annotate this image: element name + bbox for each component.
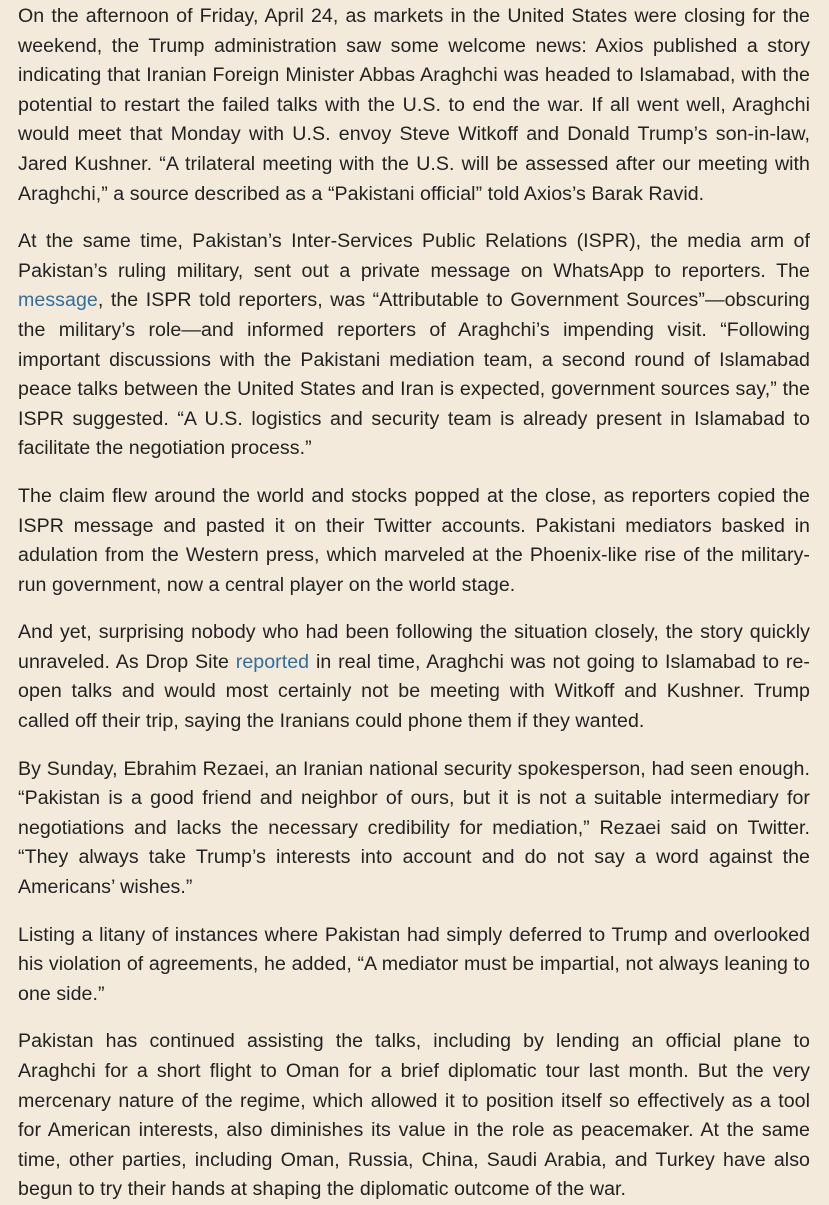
paragraph-2-text-start: At the same time, Pakistan’s Inter-Services Public Relations (ISPR), the media arm of Pakistan’s ruling military, sent out a private message on WhatsApp to reporters. The (18, 230, 810, 282)
paragraph-7 (18, 1027, 810, 1205)
paragraph-6 (18, 921, 810, 1010)
paragraph-4 (18, 618, 810, 736)
message-link[interactable]: message (18, 289, 98, 312)
paragraph-1 (18, 2, 810, 209)
paragraph-6-text: Listing a litany of instances where Pakistan had simply deferred to Trump and overlooked his violation of agreements, he added, “A mediator must be impartial, not always leaning to one side.” (18, 923, 810, 1005)
paragraph-3 (18, 482, 810, 600)
paragraph-7-text: Pakistan has continued assisting the talks, including by lending an official plane to Araghchi for a short flight to Oman for a brief diplomatic tour last month. But the very mercenary nature of the regime, which allowed it to position itself so effectively as a tool for American interests, also diminishes its value in the role as peacemaker. At the same time, other parties, including Oman, Russia, China, Saudi Arabia, and Turkey have also begun to try their hands at shaping the diplomatic outcome of the war. (18, 1030, 810, 1201)
reported-link[interactable]: reported (235, 650, 310, 673)
paragraph-2-text-end: , the ISPR told reporters, was “Attributable to Government Sources”—obscuring the military’s role—and informed reporters of Araghchi’s impending visit. “Following important discussions with the Pakistani mediation team, a second round of Islamabad peace talks between the United States and Iran is expected, government sources say,” the ISPR suggested. “A U.S. logistics and security team is already present in Islamabad to facilitate the negotiation process.” (18, 289, 810, 460)
paragraph-2 (18, 227, 810, 464)
paragraph-4-text-start: And yet, surprising nobody who had been following the situation closely, the story quickly unraveled. As Drop Site (18, 621, 810, 673)
paragraph-4-text-end: in real time, Araghchi was not going to Islamabad to re-open talks and would most certainly not be meeting with Witkoff and Kushner. Trump called off their trip, saying the Iranians could phone them if they wanted. (18, 650, 810, 733)
paragraph-3-text: The claim flew around the world and stocks popped at the close, as reporters copied the ISPR message and pasted it on their Twitter accounts. Pakistani mediators basked in adulation from the Western press, which marveled at the Phoenix-like rise of the military-run government, now a central player on the world stage. (18, 484, 810, 596)
paragraph-5-text: By Sunday, Ebrahim Rezaei, an Iranian national security spokesperson, had seen enough. “Pakistan is a good friend and neighbor of ours, but it is not a suitable intermediary for negotiations and lacks the necessary credibility for mediation,” Rezaei said on Twitter. “They always take Trump’s interests into account and do not say a word against the Americans’ wishes.” (18, 757, 810, 899)
paragraph-5 (18, 755, 810, 903)
paragraph-1-text: On the afternoon of Friday, April 24, as markets in the United States were closing for the weekend, the Trump administration saw some welcome news: Axios published a story indicating that Iranian Foreign Minister Abbas Araghchi was headed to Islamabad, with the potential to restart the failed talks with the U.S. to end the war. If all went well, Araghchi would meet that Monday with U.S. envoy Steve Witkoff and Donald Trump’s son-in-law, Jared Kushner. “A trilateral meeting with the U.S. will be assessed after our meeting with Araghchi,” a source described as a “Pakistani official” told Axios’s Barak Ravid. (18, 5, 810, 205)
